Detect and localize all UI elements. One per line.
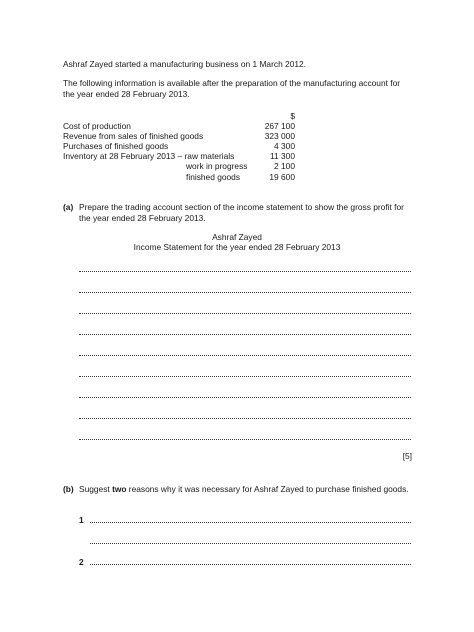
answer-line[interactable] <box>90 522 411 523</box>
part-a-marks: [5] <box>402 451 412 461</box>
answer-line[interactable] <box>90 564 411 565</box>
answer-line[interactable] <box>79 418 411 419</box>
part-a-marker: (a) <box>63 202 74 212</box>
currency-header: $ <box>290 111 295 121</box>
table-row-label: finished goods <box>186 172 241 182</box>
table-row-label: Revenue from sales of finished goods <box>63 131 204 141</box>
answer-number: 1 <box>79 515 84 525</box>
part-b-text-after: reasons why it was necessary for Ashraf Zayed to purchase finished goods. <box>126 484 409 494</box>
part-a-question: Prepare the trading account section of the income statement to show the gross profit for the year ended 28 February 2013. <box>79 202 404 223</box>
statement-business-name: Ashraf Zayed <box>212 232 262 242</box>
statement-title: Income Statement for the year ended 28 February 2013 <box>133 242 341 252</box>
answer-line[interactable] <box>79 397 411 398</box>
table-row-label: Inventory at 28 February 2013 – raw materials <box>63 151 235 161</box>
table-row-value: 4 300 <box>274 141 295 151</box>
answer-line[interactable] <box>79 334 411 335</box>
table-row-value: 323 000 <box>264 131 295 141</box>
table-row-value: 19 600 <box>269 172 295 182</box>
answer-line[interactable] <box>79 313 411 314</box>
answer-line[interactable] <box>79 376 411 377</box>
answer-line[interactable] <box>90 543 411 544</box>
table-row-label: Purchases of finished goods <box>63 141 169 151</box>
intro-sentence: Ashraf Zayed started a manufacturing business on 1 March 2012. <box>63 59 307 69</box>
answer-line[interactable] <box>79 292 411 293</box>
part-b-text-bold: two <box>112 484 127 494</box>
part-b-question <box>79 484 413 495</box>
table-row-value: 267 100 <box>264 121 295 131</box>
table-row-label: Cost of production <box>63 121 131 131</box>
answer-line[interactable] <box>79 439 411 440</box>
info-paragraph: The following information is available after the preparation of the manufacturing account for the year ended 28 February 2013. <box>63 78 401 99</box>
part-b-marker: (b) <box>63 484 74 494</box>
answer-number: 2 <box>79 557 84 567</box>
answer-line[interactable] <box>79 271 411 272</box>
table-row-label: work in progress <box>186 161 248 171</box>
table-row-value: 11 300 <box>270 151 295 161</box>
part-b-text-before: Suggest <box>79 484 113 494</box>
table-row-value: 2 100 <box>274 161 295 171</box>
answer-line[interactable] <box>79 355 411 356</box>
